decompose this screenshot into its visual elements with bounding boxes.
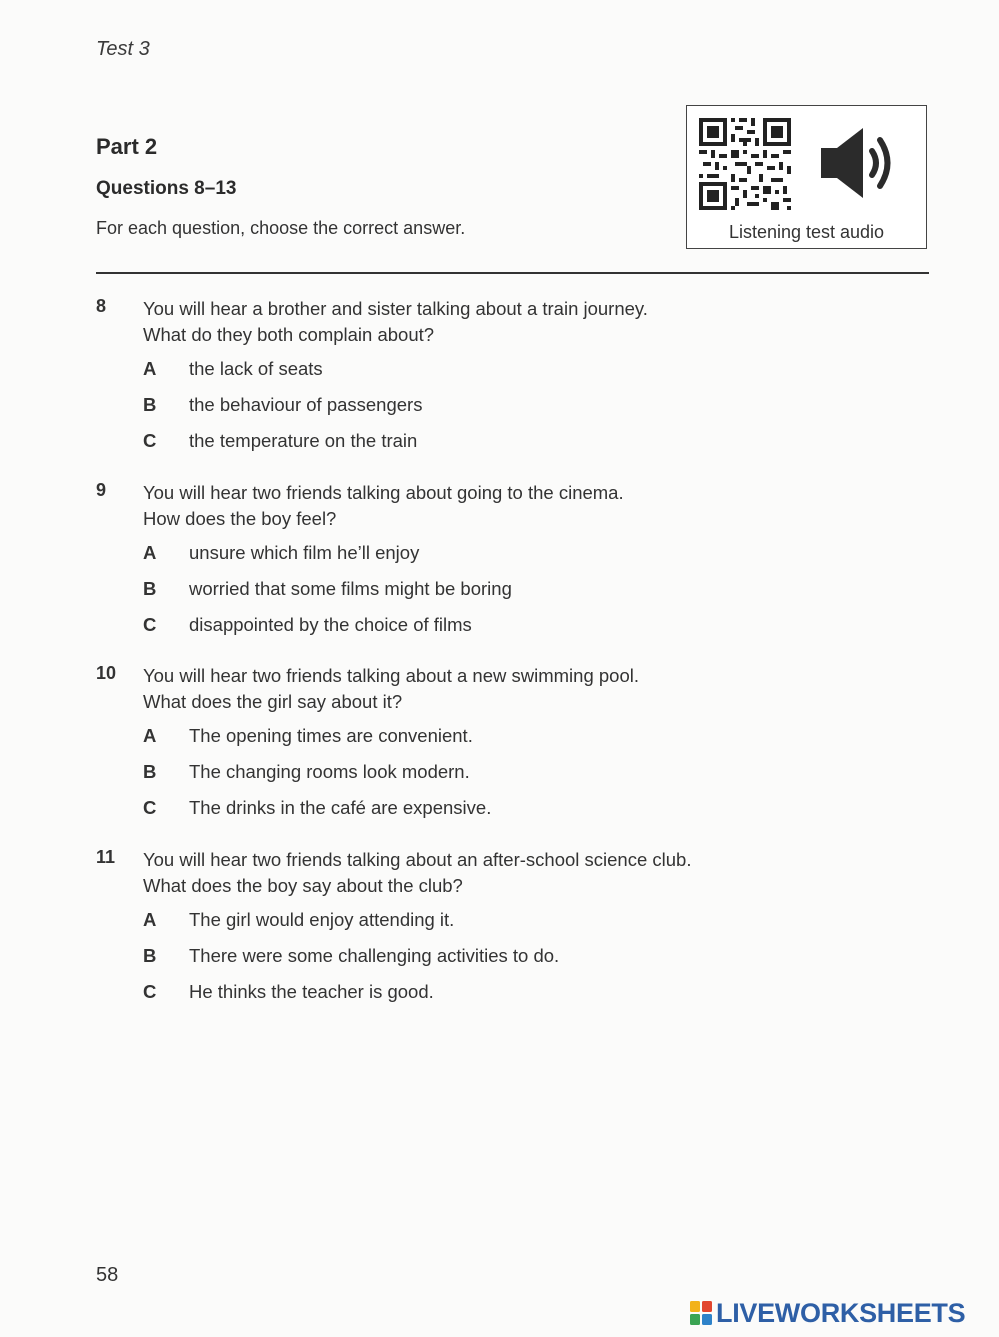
instruction-text: For each question, choose the correct answer. xyxy=(96,218,466,238)
option-letter: C xyxy=(143,981,157,1002)
liveworksheets-brand[interactable] xyxy=(690,1296,965,1330)
option-text: the behaviour of passengers xyxy=(189,394,423,415)
test-label: Test 3 xyxy=(96,38,150,60)
option-text: The changing rooms look modern. xyxy=(189,761,470,782)
option-text: The opening times are convenient. xyxy=(189,725,473,746)
question-text xyxy=(143,847,691,899)
option-text: There were some challenging activities to do. xyxy=(189,945,560,966)
question-number: 9 xyxy=(96,480,107,500)
option-letter: B xyxy=(143,761,157,782)
option-text: worried that some films might be boring xyxy=(189,578,512,599)
qr-code-icon[interactable] xyxy=(699,118,791,210)
page-number: 58 xyxy=(96,1264,119,1286)
question-line-2: What does the boy say about the club? xyxy=(143,875,463,896)
option-letter: A xyxy=(143,909,157,930)
part-title: Part 2 xyxy=(96,134,158,159)
question-line-2: What do they both complain about? xyxy=(143,324,435,345)
question-number: 11 xyxy=(96,847,116,867)
option-text: disappointed by the choice of films xyxy=(189,614,472,635)
speaker-icon[interactable] xyxy=(817,124,899,202)
question-text xyxy=(143,296,648,348)
question-line-1: You will hear two friends talking about going to the cinema. xyxy=(143,482,624,503)
option-letter: B xyxy=(143,394,157,415)
question-line-1: You will hear a brother and sister talking about a train journey. xyxy=(143,298,648,319)
option-letter: A xyxy=(143,725,157,746)
liveworksheets-logo-icon xyxy=(690,1301,712,1325)
option-letter: C xyxy=(143,797,157,818)
question-text xyxy=(143,480,624,532)
option-text: The drinks in the café are expensive. xyxy=(189,797,492,818)
questions-range: Questions 8–13 xyxy=(96,178,237,199)
question-line-1: You will hear two friends talking about a new swimming pool. xyxy=(143,665,639,686)
option-text: The girl would enjoy attending it. xyxy=(189,909,455,930)
option-letter: C xyxy=(143,430,157,451)
question-line-2: What does the girl say about it? xyxy=(143,691,403,712)
question-number: 10 xyxy=(96,663,117,683)
brand-text: LIVEWORKSHEETS xyxy=(716,1297,966,1328)
question-line-1: You will hear two friends talking about an after-school science club. xyxy=(143,849,692,870)
option-letter: B xyxy=(143,578,157,599)
option-letter: B xyxy=(143,945,157,966)
option-text: the lack of seats xyxy=(189,358,323,379)
divider-line xyxy=(96,272,929,274)
audio-caption: Listening test audio xyxy=(728,222,885,242)
question-text xyxy=(143,663,639,715)
option-letter: A xyxy=(143,542,157,563)
question-number: 8 xyxy=(96,296,107,316)
audio-box[interactable] xyxy=(686,105,927,249)
option-text: the temperature on the train xyxy=(189,430,418,451)
option-letter: A xyxy=(143,358,157,379)
option-text: He thinks the teacher is good. xyxy=(189,981,434,1002)
question-line-2: How does the boy feel? xyxy=(143,508,337,529)
option-letter: C xyxy=(143,614,157,635)
option-text: unsure which film he’ll enjoy xyxy=(189,542,420,563)
